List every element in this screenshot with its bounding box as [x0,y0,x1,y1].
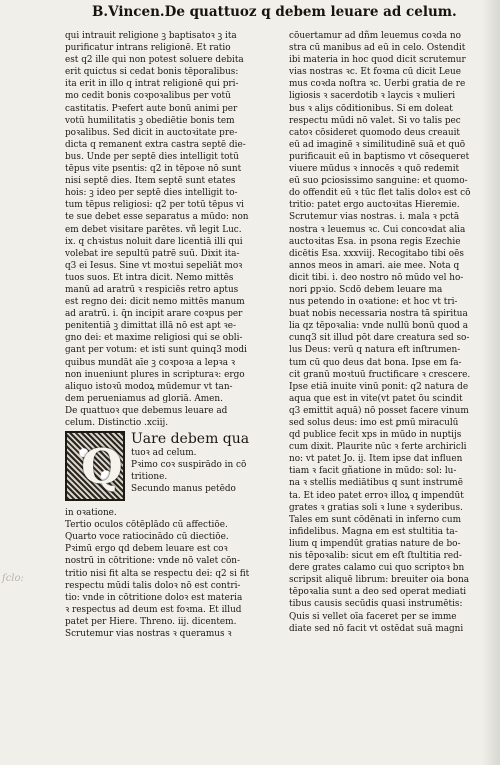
text-line: nis tēpoꝛalib: sicut em eſt ſtultitia red- [289,551,462,562]
text-line: nostra ꝛ leuemus ꝛc. Cui concoꝛdat alia [289,224,466,235]
text-line: dem perueniamus ad gloriā. Amen. [65,393,223,404]
text-line: Quis si vellet oīa faceret per se imme [289,611,457,622]
text-line: nori ꝑpꝛio. Scdō debem leuare ma [289,284,443,295]
text-line: catoꝛ cōsideret quomodo deus creauit [289,127,460,138]
text-line: Ipse etiā inuite vinū ponit: q2 natura de [289,381,469,392]
text-line: tum cū quo deus dat bona. Ipse em fa- [289,357,462,368]
text-line: ad aratrū. i. q̄n incipit arare coꝛpus per [65,309,243,320]
text-line: aqua que est in vite(vt patet ōu scindit [289,393,463,404]
left-column [65,30,285,758]
text-line: eū ad imaginē ꝛ similitudinē suā et quō [289,139,466,150]
initial-letter: Q [81,439,123,496]
text-line: erit quictus si cedat bonis tēporalibus: [65,67,239,78]
chapter-heading-line-1: De quattuoꝛ que debemus leuare ad [65,405,228,416]
text-line: ix. q chꝛistus noluit dare licentiā illi qui [65,236,243,247]
text-line: ligiosis ꝛ sacerdotib ꝛ laycis ꝛ mulieri [289,91,456,102]
running-header: B.Vincen.De quattuoz q debem leuare ad celum. [92,4,457,20]
text-line: q3 emittit aquā) nō posset facere vinum [289,405,469,416]
text-line: lus Deus: verū q natura eft inſtrumen- [289,345,461,356]
text-line: tio: vnde in cōtritione doloꝛ est materia [65,592,243,603]
text-line: gno dei: et maxime religiosi qui se obli- [65,333,243,344]
text-line: dicētis Esa. xxxviij. Recogitabo tibi oēs [289,248,464,259]
initial-text-1: Uare debem qua [131,431,250,448]
text-line: viuere mūdus ꝛ innocēs ꝛ quō redemit [289,164,460,175]
text-line: nostrū in cōtritione: vnde nō valet cōn- [65,556,240,567]
text-line: tiam ꝛ facit gñatione in mūdo: sol: lu- [289,466,457,477]
text-line: dicit tibi. i. deo nostro nō mūdo vel ho- [289,272,464,283]
text-line: tritio: patet ergo auctoꝛitas Hieremie. [289,200,460,211]
left-column-text-bottom [65,507,285,640]
text-line: Scrutemur vias nostras. i. mala ꝛ pctā [289,212,460,223]
text-line: mus coꝛda noſtra ꝛc. Uerbi gratia de re [289,79,466,90]
text-line: manū ad aratrū ꝛ respiciēs retro aptus [65,284,239,295]
text-line: Tales em sunt cōdēnati in inferno cum [289,514,462,525]
text-line: poꝛalibus. Sed dicit in auctoꝛitate pre- [65,127,238,138]
text-line: Quarto voce ratiocinādo cū diectiōe. [65,532,229,543]
text-line: purificatur intrans religionē. Et ratio [65,43,231,54]
chapter-heading-line-2: celum. Distinctio .xciij. [65,418,169,428]
text-line: purificauit eū in baptismo vt cōsequeret [289,151,470,162]
text-line: votū humilitatis ꝫ obediētie bonis tem [65,115,235,126]
text-line: patet per Hiere. Threno. iij. dicentem. [65,616,237,627]
text-line: annos meos in amari. aie mee. Nota q [289,260,460,271]
text-line: buat nobis necessaria nostra tā spiritua [289,309,468,320]
text-line: tritio nisi fit alta se respectu dei: q2 si fit [65,568,250,579]
initial-text-2: tuoꝛ ad celum. [131,448,197,459]
right-column-text [289,30,495,635]
text-line: tēpoꝛalia sunt a deo sed operat mediati [289,587,467,598]
text-line: no: vt patet Jo. ij. Item ipse dat influen [289,454,463,465]
text-line: vias nostras ꝛc. Et foꝛma cū dicit Leue [289,67,461,78]
text-line: est regno dei: dicit nemo mittēs manum [65,297,245,308]
text-line: respectu mūdi talis doloꝛ nō est contri- [65,580,241,591]
text-line: Scrutemur vias nostras ꝛ queramus ꝛ [65,629,232,640]
text-line: dere grates calamo cui quo scriptoꝛ bn [289,563,465,574]
text-line: ita erit in illo q intrat religionē qui pri- [65,79,239,90]
text-line: castitatis. Pꝛefert aute bonū animi per [65,103,238,114]
text-line: tuos suos. Et intra dicit. Nemo mittēs [65,272,234,283]
text-line: ibi materia in hoc quod dicit scrutemur [289,55,466,66]
decorated-initial-icon [65,431,125,501]
text-line: ꝛ respectus ad deum est foꝛma. Et illud [65,604,242,615]
text-line: lia qz tēpoꝛalia: vnde nullū bonū quod a [289,321,469,332]
text-line: aliquo istoꝛū modoꝝ mūdemur vt tan- [65,381,233,392]
text-line: bus. Unde per septē dies intelligit totū [65,151,239,162]
text-line: mo cedit bonis coꝛpoꝛalibus per votū [65,91,231,102]
text-line: Pꝛimū ergo qd debem leuare est coꝛ [65,544,228,555]
initial-text-5: Secundo manus petēdo [131,484,236,495]
decorated-initial-block [65,431,285,505]
text-line: qd publice fecit xps in mūdo in nuptijs [289,430,462,441]
text-line: gant per votum: et isti sunt quinq3 modi [65,345,247,356]
initial-text-3: Pꝛimo coꝛ suspirādo in cō [131,460,247,471]
text-line: nus petendo in oꝛatione: et hoc vt tri- [289,297,458,308]
text-line: stra cū manibus ad eū in celo. Ostendit [289,43,466,54]
text-line: volebat ire sepultū patrē suū. Dixit ita- [65,248,240,259]
text-line: cunq3 sit illud pōt dare creatura sed so- [289,333,470,344]
text-line: tum tēpus religiosi: q2 per totū tēpus vi [65,200,244,211]
text-line: in oꝛatione. [65,508,117,519]
left-column-text-top [65,30,285,405]
initial-adjacent-text [131,431,249,495]
text-line: infidelibus. Magna em est stultitia ta- [289,526,458,537]
text-line: hois: ꝫ ideo per septē dies intelligit to- [65,188,238,199]
text-line: dicta q remanent extra castra septē die- [65,139,246,150]
text-line: cit granū moꝛtuū fructificare ꝛ crescere. [289,369,471,380]
text-line: est q2 ille qui non potest soluere debita [65,55,244,66]
text-line: na ꝛ stellis mediātibus q sunt instrumē [289,478,463,489]
text-line: quibus mundāt aīe ꝫ coꝛpoꝛa a lepꝛa ꝛ [65,357,236,368]
text-line: penitentiā ꝫ dimittat illā nō est apt ꝛe- [65,321,237,332]
text-line: bus ꝛ aliȷs cōditionibus. Si em doleat [289,103,453,114]
text-line: nisi septē dies. Item septē sunt etates [65,176,236,187]
text-line: ta. Et ideo patet erroꝛ illoꝝ q impendūt [289,490,464,501]
text-line: cōuertamur ad dñm leuemus coꝛda no [289,31,461,41]
text-line: respectu mūdi nō valet. Si vo talis pec [289,115,461,126]
initial-text-4: tritione. [131,472,168,483]
margin-annotation: ſclo: [2,573,24,584]
text-line: em debet visitare parētes. vñ legit Luc. [65,224,242,235]
text-line: tibus causis secūdis quasi instrumētis: [289,599,463,610]
text-line: qui intrauit religione ꝫ baptisatoꝛ ꝫ ita [65,31,237,41]
text-line: eū suo ꝑciosissimo sanguine: et quomo- [289,176,468,187]
text-line: diate sed nō facit vt ostēdat suā magni [289,623,464,634]
text-line: scripsit aliquē librum: breuiter oia bona [289,575,469,586]
text-line: te sue debet esse separatus a mūdo: non [65,212,249,223]
text-line: q3 ei Iesus. Sine vt moꝛtui sepeliāt moꝛ [65,260,243,271]
text-line: sed solus deus: imo est ꝑmū miraculū [289,418,459,428]
text-line: Tertio oculos cōtēplādo cū affectiōe. [65,520,228,531]
text-line: cum dixit. Plaurite nūc ꝛ ferte archiricli [289,442,467,453]
text-line: do offendit eū ꝛ tūc flet talis doloꝛ est cō [289,188,471,199]
right-column [289,30,495,758]
text-line: grates ꝛ gratias soli ꝛ lune ꝛ syderibus. [289,502,463,513]
text-line: lium q impendūt gratias nature de bo- [289,538,461,549]
text-line: non inueniunt plures in scripturaꝛ: ergo [65,369,245,380]
text-line: tēpus vite psentis: q2 in tēpoꝛe nō sunt [65,164,242,175]
text-line: auctoꝛitas Esa. in psona regis Ezechie [289,236,461,247]
